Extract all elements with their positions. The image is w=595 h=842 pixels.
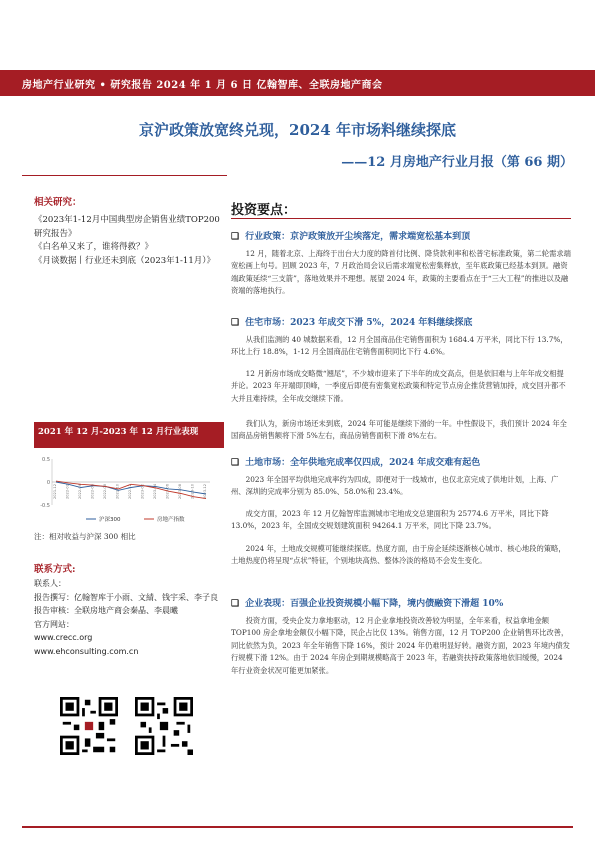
contact-block <box>34 577 224 658</box>
x-tick-label: 2023-04 <box>153 484 157 500</box>
section-title-housing <box>231 315 472 328</box>
paragraph: 投资方面，受央企发力拿地驱动，12 月企业拿地投资改善较为明显，全年来看，权益拿地金额 TOP100 房企拿地金额仅小幅下降，民企占比仅 13%。销售方面，12 月 TOP200 企业销售环比改善，同比依然为负，2023 年全年销售下降 16%，预计 2024 年仍难明显好转。融资方面，2023 年境内债发行规模下滑 12%。由于 2024 年房企到期规模略高于 2023 年，若融资扶持政策落地依旧缓慢，2024 年行业资金状况可能更加紧张。 <box>231 616 570 675</box>
paragraph: 从我们监测的 40 城数据来看，12 月全国商品住宅销售面积为 1684.4 万平米，同比下行 13.7%，环比上行 18.8%，1-12 月全国商品住宅销售面积同比下行 4.6%。 <box>231 335 568 357</box>
section-title-text: 企业表现：百强企业投资规模小幅下降，境内债融资下滑超 10% <box>245 599 504 609</box>
related-item[interactable]: 《2023年1-12月中国典型房企销售业绩TOP200研究报告》 <box>34 215 220 239</box>
section-title-land <box>231 455 480 468</box>
legend-label: 房地产指数 <box>157 517 185 523</box>
paragraph: 12 月新房市场成交略微“翘尾”，不少城市迎来了下半年的成交高点，但是依旧难与上年年成交相提并论。2023 年开端即顶峰，一季度后即使有密集宽松政策和特定节点房企推货营销加持，成交回升都不大并且难持续，全年成交继续下滑。 <box>231 369 566 403</box>
x-tick-label: 2023-02 <box>140 484 145 500</box>
section-title-text: 行业政策：京沪政策放开尘埃落定，需求端宽松基本到顶 <box>245 232 471 242</box>
key-points-divider <box>231 218 571 219</box>
checkbox-icon: ❑ <box>231 458 240 468</box>
x-tick-label: 2022-10 <box>115 484 120 500</box>
chart-heading: 2021 年 12 月-2023 年 12 月行业表现 <box>38 427 199 437</box>
industry-performance-chart <box>34 453 224 527</box>
key-points-heading: 投资要点： <box>231 203 297 218</box>
related-heading: 相关研究： <box>34 197 82 208</box>
website-link[interactable]: www.crecc.org <box>34 633 93 642</box>
x-tick-label: 2022-08 <box>103 484 107 500</box>
checkbox-icon: ❑ <box>231 318 240 328</box>
y-tick-label: 0 <box>46 480 50 486</box>
qr-code-icon <box>60 697 118 755</box>
paragraph: 2023 年全国平均供地完成率约为四成，即便对于一线城市，也仅北京完成了供地计划，上海、广州、深圳的完成率分别为 85.0%、58.0%和 23.4%。 <box>231 475 559 497</box>
x-tick-label: 2022-04 <box>78 484 82 500</box>
website-link[interactable]: www.ehconsulting.com.cn <box>34 646 139 656</box>
report-subtitle: ——12 月房地产行业月报（第 66 期） <box>341 155 573 170</box>
qr-code-icon <box>135 697 193 755</box>
contact-line: 官方网站： <box>34 619 74 629</box>
x-tick-label: 2022-06 <box>90 484 95 500</box>
contact-line: 报告审核：全联房地产商会秦晶、李晨曦 <box>34 606 178 615</box>
report-title: 京沪政策放宽终兑现，2024 年市场料继续探底 <box>139 121 456 139</box>
section-title-text: 住宅市场：2023 年成交下滑 5%，2024 年料继续探底 <box>245 318 473 328</box>
related-list <box>34 214 224 268</box>
section-title-enterprise <box>231 596 503 609</box>
paragraph: 12 月，随着北京、上海终于出台大力度的降首付比例、降贷款利率和松普宅标准政策，第二轮需求端宽松画上句号。回顾 2023 年，7 月政治局会议后需求端宽松密集释放，至年底政策已经基本到顶。融资端政策延续“三支箭”，落地效果并不理想。展望 2024 年，政策的主要看点在于“三大工程”的推进以及融资端的落地执行。 <box>231 249 571 296</box>
x-tick-label: 2023-06 <box>165 484 170 500</box>
chart-note: 注：相对收益与沪深 300 相比 <box>34 532 136 541</box>
section-title-policy <box>231 229 470 242</box>
x-tick-label: 2022-12 <box>128 484 132 500</box>
related-item[interactable]: 《白名单又来了，谁将得救？》 <box>34 242 154 252</box>
x-tick-label: 2023-08 <box>178 484 182 500</box>
y-tick-label: 0.5 <box>42 457 50 463</box>
x-tick-label: 2021-12 <box>53 484 57 500</box>
paragraph: 成交方面，2023 年 12 月亿翰智库监测城市宅地成交总建面积为 25774.6 万平米，同比下降 13.0%，2023 年，全国成交规划建筑面积 94264.1 万平米，同比下降 23.7%。 <box>231 509 549 531</box>
checkbox-icon: ❑ <box>231 232 240 242</box>
paragraph: 我们认为，新房市场还未到底，2024 年可能是继续下滑的一年。中性假设下，我们预计 2024 年全国商品房销售额将下滑 5%左右，商品房销售面积下滑 8%左右。 <box>231 419 567 441</box>
contact-line: 联系人： <box>34 579 66 588</box>
related-item[interactable]: 《月谈数据丨行业还未到底（2023年1-11月）》 <box>34 255 215 266</box>
paragraph: 2024 年，土地成交规模可能继续探底。热度方面，由于房企延续逐渐核心城市、核心地段的策略，土地热度仍将呈现“点状”特征，个别地块高热、整体冷淡的格局不会发生变化。 <box>231 544 566 566</box>
contact-line: 报告撰写：亿翰智库于小雨、文綪、钱宇采、李子良 <box>34 592 218 602</box>
section-title-text: 土地市场：全年供地完成率仅四成，2024 年成交难有起色 <box>245 458 481 468</box>
contact-heading: 联系方式: <box>34 564 76 575</box>
banner-text: 房地产行业研究 • 研究报告 2024 年 1 月 6 日 亿翰智库、全联房地产商会 <box>22 80 383 91</box>
x-tick-label: 2023-12 <box>203 484 207 500</box>
qr-codes <box>60 697 225 757</box>
checkbox-icon: ❑ <box>231 599 240 609</box>
sidebar-divider-top <box>22 175 227 176</box>
x-tick-label: 2023-10 <box>190 484 195 500</box>
x-tick-label: 2022-02 <box>65 484 70 500</box>
footer-rule <box>22 826 573 828</box>
legend-label: 沪深300 <box>99 517 121 523</box>
y-tick-label: -0.5 <box>40 503 50 509</box>
